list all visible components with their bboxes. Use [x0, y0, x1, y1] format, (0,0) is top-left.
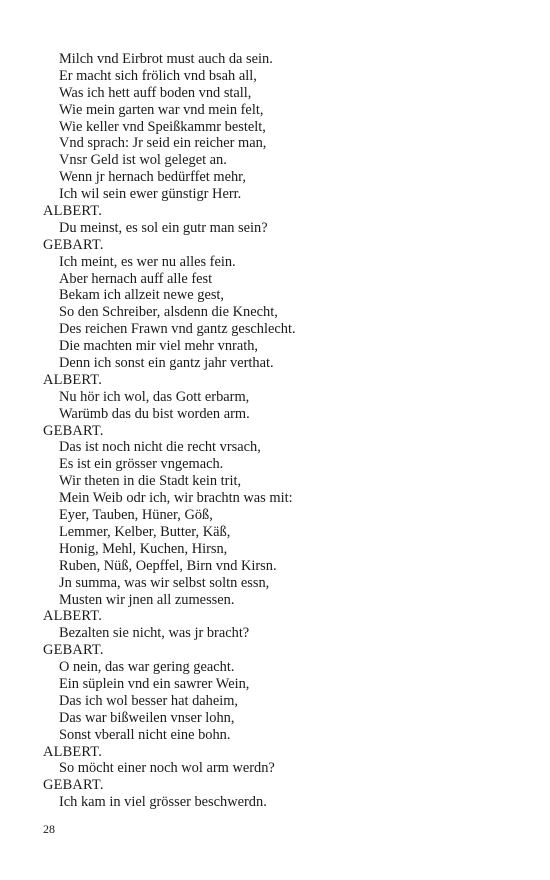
verse-line: Es ist ein grösser vngemach. — [59, 456, 224, 473]
verse-line: Er macht sich frölich vnd bsah all, — [59, 67, 257, 84]
verse-line: Ruben, Nüß, Oepffel, Birn vnd Kirsn. — [59, 557, 277, 574]
verse-line: Bekam ich allzeit newe gest, — [59, 287, 225, 304]
speaker-name: ALBERT. — [43, 743, 103, 760]
verse-line: Vnsr Geld ist wol geleget an. — [59, 152, 227, 169]
verse-line: So möcht einer noch wol arm werdn? — [59, 760, 275, 777]
verse-line: Ich kam in viel grösser beschwerdn. — [59, 794, 267, 811]
speaker-name: ALBERT. — [43, 371, 103, 388]
speaker-name: ALBERT. — [43, 608, 103, 625]
verse-line: Bezalten sie nicht, was jr bracht? — [59, 625, 250, 642]
speaker-name: GEBART. — [43, 422, 104, 439]
verse-line: Musten wir jnen all zumessen. — [59, 591, 235, 608]
verse-line: Ich wil sein ewer günstigr Herr. — [59, 186, 242, 203]
verse-line: Warümb das du bist worden arm. — [59, 405, 250, 422]
verse-line: So den Schreiber, alsdenn die Knecht, — [59, 304, 278, 321]
verse-line: Mein Weib odr ich, wir brachtn was mit: — [59, 490, 293, 507]
verse-line: Ein süplein vnd ein sawrer Wein, — [59, 675, 250, 692]
verse-line: Wir theten in die Stadt kein trit, — [59, 473, 242, 490]
verse-line: Nu hör ich wol, das Gott erbarm, — [59, 388, 250, 405]
verse-line: Das ist noch nicht die recht vrsach, — [59, 439, 261, 456]
verse-line: Milch vnd Eirbrot must auch da sein. — [59, 51, 273, 67]
verse-line: Wie keller vnd Speißkammr bestelt, — [59, 118, 266, 135]
verse-line: Sonst vberall nicht eine bohn. — [59, 726, 231, 743]
verse-line: Was ich hett auff boden vnd stall, — [59, 84, 252, 101]
verse-line: Die machten mir viel mehr vnrath, — [59, 338, 259, 355]
verse-line: Das ich wol besser hat daheim, — [59, 692, 239, 709]
verse-line: Denn ich sonst ein gantz jahr verthat. — [59, 355, 274, 372]
verse-line: Vnd sprach: Jr seid ein reicher man, — [59, 135, 267, 152]
page-number: 28 — [43, 822, 55, 836]
verse-line: Ich meint, es wer nu alles fein. — [59, 253, 236, 270]
verse-line: Das war bißweilen vnser lohn, — [59, 709, 235, 726]
verse-line: Wie mein garten war vnd mein felt, — [59, 101, 264, 118]
verse-line: Aber hernach auff alle fest — [59, 270, 213, 287]
speaker-name: GEBART. — [43, 777, 104, 794]
verse-line: Des reichen Frawn vnd gantz geschlecht. — [59, 321, 296, 338]
verse-text-block — [43, 51, 523, 811]
speaker-name: GEBART. — [43, 236, 104, 253]
verse-line: Wenn jr hernach bedürffet mehr, — [59, 169, 246, 186]
verse-line: Du meinst, es sol ein gutr man sein? — [59, 219, 268, 236]
speaker-name: ALBERT. — [43, 203, 103, 220]
verse-line: Lemmer, Kelber, Butter, Käß, — [59, 523, 231, 540]
verse-line: Honig, Mehl, Kuchen, Hirsn, — [59, 540, 228, 557]
verse-line: O nein, das war gering geacht. — [59, 659, 235, 676]
speaker-name: GEBART. — [43, 642, 104, 659]
verse-line: Jn summa, was wir selbst soltn essn, — [59, 574, 270, 591]
verse-line: Eyer, Tauben, Hüner, Göß, — [59, 507, 213, 524]
